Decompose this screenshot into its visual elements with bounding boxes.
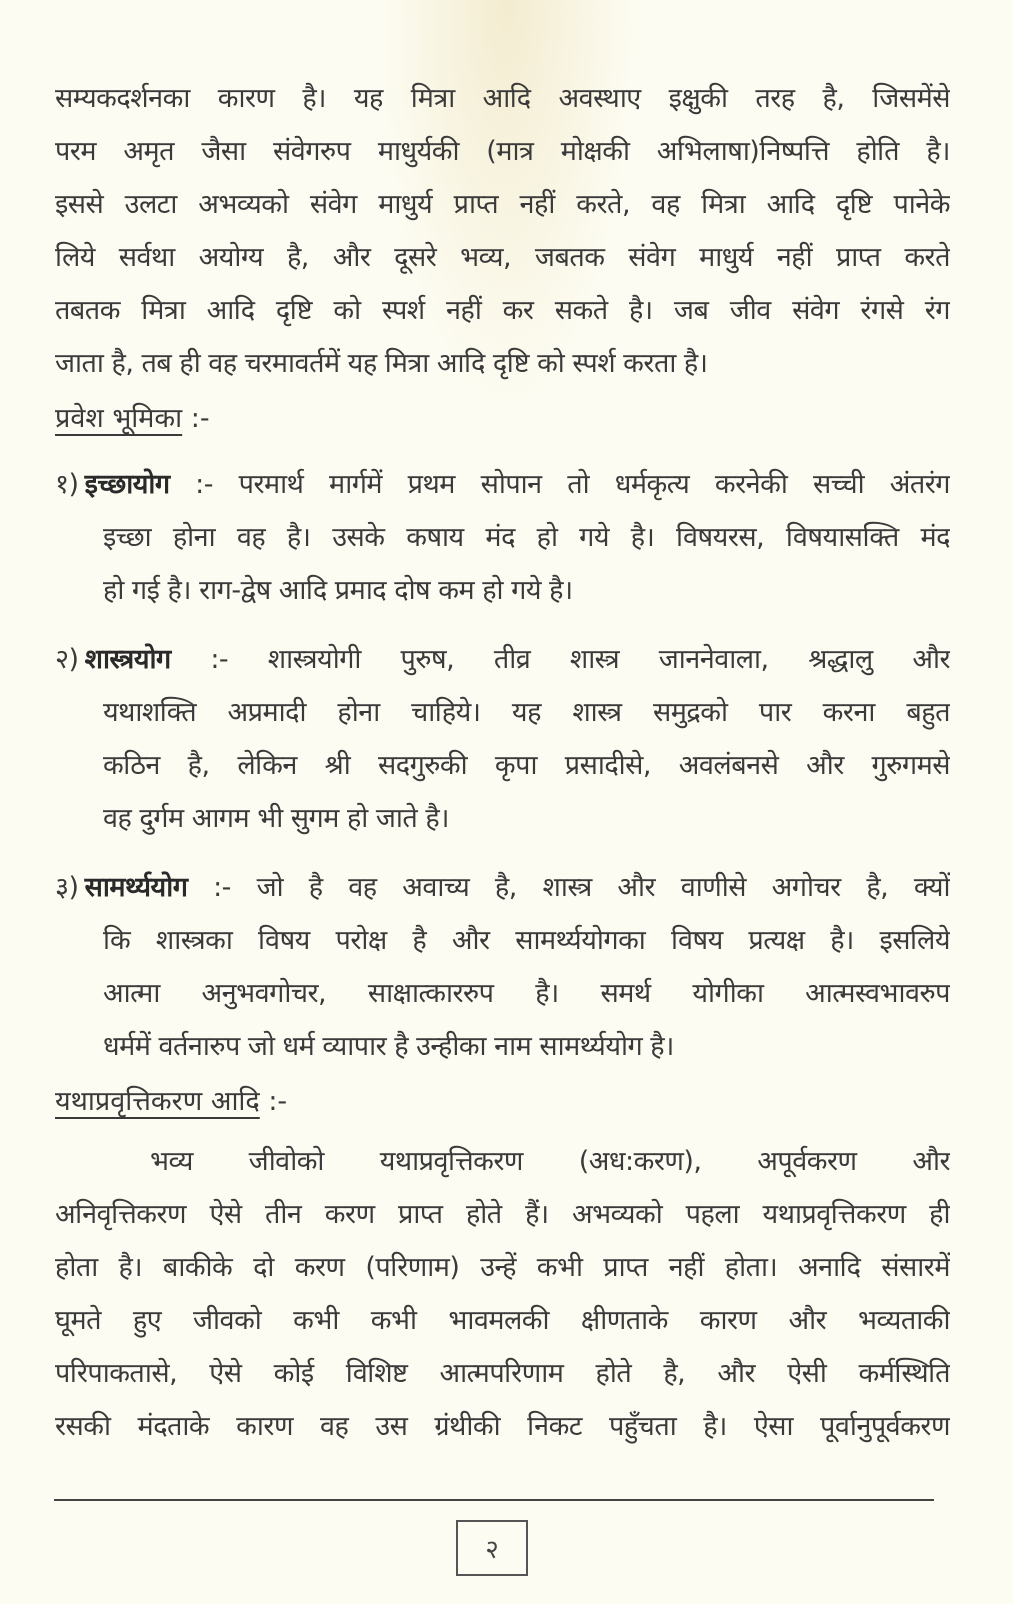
heading-suffix: :-: [182, 403, 210, 434]
text-line: [55, 458, 950, 511]
item-text: :- शास्त्रयोगी पुरुष, तीव्र शास्त्र जाननेवाला, श्रद्धालु और: [170, 644, 950, 675]
text-line: हो गई है। राग-द्वेष आदि प्रमाद दोष कम हो गये है।: [103, 575, 573, 606]
text-line: तबतक मित्रा आदि दृष्टि को स्पर्श नहीं कर सकते है। जब जीव संवेग रंगसे रंग: [55, 295, 950, 326]
text-line: रसकी मंदताके कारण वह उस ग्रंथीकी निकट पहुँचता है। ऐसा पूर्वानुपूर्वकरण: [55, 1411, 950, 1442]
text-line: इच्छा होना वह है। उसके कषाय मंद हो गये है। विषयरस, विषयासक्ति मंद: [103, 522, 950, 553]
text-line: कठिन है, लेकिन श्री सदगुरुकी कृपा प्रसादीसे, अवलंबनसे और गुरुगमसे: [103, 750, 950, 781]
text-line: जाता है, तब ही वह चरमावर्तमें यह मित्रा आदि दृष्टि को स्पर्श करता है।: [55, 348, 708, 379]
item-text: :- जो है वह अवाच्य है, शास्त्र और वाणीसे अगोचर है, क्यों: [187, 872, 950, 903]
text-line: होता है। बाकीके दो करण (परिणाम) उन्हें कभी प्राप्त नहीं होता। अनादि संसारमें: [55, 1252, 950, 1283]
heading-text: यथाप्रवृत्तिकरण आदि: [55, 1086, 260, 1117]
text-line: लिये सर्वथा अयोग्य है, और दूसरे भव्य, जबतक संवेग माधुर्य नहीं प्राप्त करते: [55, 242, 950, 273]
text-line: [55, 633, 950, 686]
list-item-shastrayog: [55, 633, 950, 845]
item-number: २): [55, 644, 79, 675]
item-text: :- परमार्थ मार्गमें प्रथम सोपान तो धर्मकृत्य करनेकी सच्ची अंतरंग: [169, 469, 950, 500]
text-line: वह दुर्गम आगम भी सुगम हो जाते है।: [103, 803, 449, 834]
text-line: यथाशक्ति अप्रमादी होना चाहिये। यह शास्त्र समुद्रको पार करना बहुत: [103, 697, 950, 728]
heading-text: प्रवेश भूमिका: [55, 403, 183, 434]
item-number: १): [55, 469, 79, 500]
item-label: शास्त्रयोग: [84, 644, 171, 675]
section-heading-pravesh-bhumika: [55, 390, 950, 452]
text-line: घूमते हुए जीवको कभी कभी भावमलकी क्षीणताके कारण और भव्यताकी: [55, 1305, 950, 1336]
text-line: भव्य जीवोको यथाप्रवृत्तिकरण (अध:करण), अपूर्वकरण और: [150, 1146, 950, 1177]
heading-suffix: :-: [259, 1086, 288, 1117]
text-line: परम अमृत जैसा संवेगरुप माधुर्यकी (मात्र मोक्षकी अभिलाषा)निष्पत्ति होति है।: [55, 136, 950, 167]
item-label: इच्छायोग: [84, 469, 170, 500]
text-line: [55, 861, 950, 914]
text-line: कि शास्त्रका विषय परोक्ष है और सामर्थ्ययोगका विषय प्रत्यक्ष है। इसलिये: [103, 925, 950, 956]
page-number-box: [456, 1520, 528, 1576]
section2-paragraph: [55, 1135, 950, 1453]
intro-paragraph: [55, 72, 950, 390]
text-line: सम्यकदर्शनका कारण है। यह मित्रा आदि अवस्थाए इक्षुकी तरह है, जिसमेंसे: [55, 83, 950, 114]
text-line: आत्मा अनुभवगोचर, साक्षात्काररुप है। समर्थ योगीका आत्मस्वभावरुप: [103, 978, 950, 1009]
spacer: [55, 617, 950, 627]
document-page: [55, 72, 950, 1453]
text-line: धर्ममें वर्तनारुप जो धर्म व्यापार है उन्हीका नाम सामर्थ्ययोग है।: [103, 1031, 674, 1062]
footer-divider: [54, 1499, 934, 1501]
item-label: सामर्थ्ययोग: [84, 872, 188, 903]
text-line: अनिवृत्तिकरण ऐसे तीन करण प्राप्त होते हैं। अभव्यको पहला यथाप्रवृत्तिकरण ही: [55, 1199, 950, 1230]
text-line: इससे उलटा अभव्यको संवेग माधुर्य प्राप्त नहीं करते, वह मित्रा आदि दृष्टि पानेके: [55, 189, 950, 220]
text-line: परिपाकतासे, ऐसे कोई विशिष्ट आत्मपरिणाम होते है, और ऐसी कर्मस्थिति: [55, 1358, 950, 1389]
item-number: ३): [55, 872, 79, 903]
spacer: [55, 845, 950, 855]
section-heading-yathapravruttikaran: [55, 1073, 950, 1135]
list-item-ichchhayog: [55, 458, 950, 617]
page-number: २: [485, 1535, 499, 1565]
list-item-samarthyayog: [55, 861, 950, 1073]
